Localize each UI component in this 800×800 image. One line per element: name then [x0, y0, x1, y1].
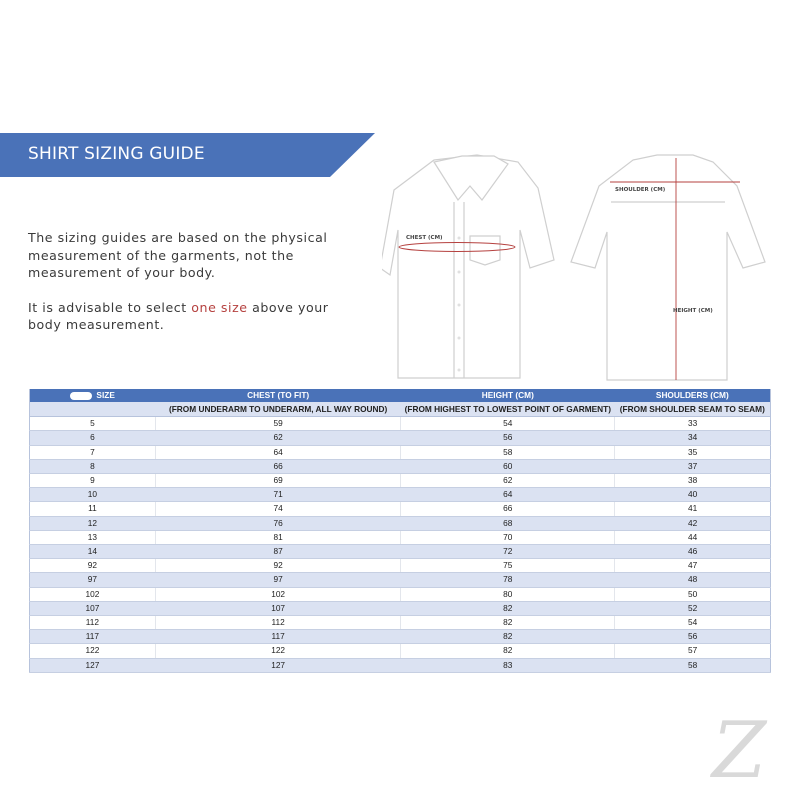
cell-chest: 71	[155, 488, 401, 502]
header-size	[30, 389, 156, 402]
size-table	[29, 389, 771, 673]
cell-height: 70	[401, 530, 615, 544]
cell-shoulders: 37	[615, 459, 771, 473]
cell-height: 64	[401, 488, 615, 502]
table-row	[30, 417, 771, 431]
shirt-front-diagram	[382, 150, 562, 382]
cell-chest: 127	[155, 658, 401, 672]
table-row	[30, 530, 771, 544]
cell-chest: 122	[155, 644, 401, 658]
subheader-size	[30, 402, 156, 417]
cell-height: 54	[401, 417, 615, 431]
subheader-height: (FROM HIGHEST TO LOWEST POINT OF GARMENT)	[401, 402, 615, 417]
cell-size: 14	[30, 545, 156, 559]
table-header-row	[30, 389, 771, 402]
cell-chest: 112	[155, 616, 401, 630]
cell-height: 56	[401, 431, 615, 445]
cell-chest: 117	[155, 630, 401, 644]
shirt-back-diagram	[565, 150, 790, 382]
cell-size: 8	[30, 459, 156, 473]
cell-size: 5	[30, 417, 156, 431]
header-shoulders: SHOULDERS (CM)	[615, 389, 771, 402]
cell-size: 11	[30, 502, 156, 516]
cell-size: 92	[30, 559, 156, 573]
cell-chest: 74	[155, 502, 401, 516]
cell-chest: 107	[155, 601, 401, 615]
cell-height: 68	[401, 516, 615, 530]
cell-shoulders: 47	[615, 559, 771, 573]
cell-shoulders: 46	[615, 545, 771, 559]
subheader-shoulders: (FROM SHOULDER SEAM TO SEAM)	[615, 402, 771, 417]
cell-chest: 87	[155, 545, 401, 559]
cell-size: 13	[30, 530, 156, 544]
cell-chest: 59	[155, 417, 401, 431]
table-row	[30, 573, 771, 587]
cell-height: 78	[401, 573, 615, 587]
cell-height: 80	[401, 587, 615, 601]
cell-shoulders: 48	[615, 573, 771, 587]
cell-shoulders: 38	[615, 474, 771, 488]
cell-size: 12	[30, 516, 156, 530]
cell-size: 102	[30, 587, 156, 601]
cell-size: 112	[30, 616, 156, 630]
cell-shoulders: 58	[615, 658, 771, 672]
cell-shoulders: 33	[615, 417, 771, 431]
cell-shoulders: 34	[615, 431, 771, 445]
brand-logo: Z	[712, 706, 767, 796]
cell-shoulders: 57	[615, 644, 771, 658]
cell-chest: 102	[155, 587, 401, 601]
height-label: HEIGHT (CM)	[673, 308, 713, 314]
highlight-one-size: one size	[191, 299, 248, 315]
intro-paragraph-1: The sizing guides are based on the physical measurement of the garments, not the measurement of your body.	[28, 230, 328, 281]
cell-size: 10	[30, 488, 156, 502]
table-row	[30, 630, 771, 644]
intro-text-before: It is advisable to select	[28, 299, 192, 315]
table-row	[30, 644, 771, 658]
cell-shoulders: 44	[615, 530, 771, 544]
table-row	[30, 502, 771, 516]
cell-chest: 97	[155, 573, 401, 587]
table-row	[30, 559, 771, 573]
cell-shoulders: 41	[615, 502, 771, 516]
header-size-label: SIZE	[96, 390, 115, 400]
cell-chest: 66	[155, 459, 401, 473]
cell-size: 127	[30, 658, 156, 672]
table-row	[30, 459, 771, 473]
cell-chest: 76	[155, 516, 401, 530]
header-height: HEIGHT (CM)	[401, 389, 615, 402]
intro-text	[28, 229, 340, 351]
cell-size: 117	[30, 630, 156, 644]
cell-height: 72	[401, 545, 615, 559]
intro-text-after: above your body measurement.	[28, 299, 329, 333]
cell-height: 58	[401, 445, 615, 459]
cell-size: 97	[30, 573, 156, 587]
redacted-blob	[70, 392, 92, 400]
cell-height: 82	[401, 644, 615, 658]
cell-height: 83	[401, 658, 615, 672]
subheader-chest: (FROM UNDERARM TO UNDERARM, ALL WAY ROUND)	[155, 402, 401, 417]
cell-size: 122	[30, 644, 156, 658]
cell-height: 82	[401, 601, 615, 615]
table-subheader-row	[30, 402, 771, 417]
cell-shoulders: 50	[615, 587, 771, 601]
cell-shoulders: 56	[615, 630, 771, 644]
table-row	[30, 445, 771, 459]
cell-shoulders: 35	[615, 445, 771, 459]
table-row	[30, 474, 771, 488]
page-title: SHIRT SIZING GUIDE	[28, 144, 205, 164]
cell-shoulders: 40	[615, 488, 771, 502]
cell-height: 60	[401, 459, 615, 473]
table-row	[30, 545, 771, 559]
cell-shoulders: 52	[615, 601, 771, 615]
table-row	[30, 616, 771, 630]
cell-height: 82	[401, 630, 615, 644]
cell-chest: 64	[155, 445, 401, 459]
cell-chest: 69	[155, 474, 401, 488]
table-row	[30, 431, 771, 445]
cell-size: 107	[30, 601, 156, 615]
cell-chest: 62	[155, 431, 401, 445]
table-row	[30, 601, 771, 615]
cell-chest: 81	[155, 530, 401, 544]
shoulder-label: SHOULDER (CM)	[615, 187, 666, 193]
cell-height: 75	[401, 559, 615, 573]
cell-height: 66	[401, 502, 615, 516]
cell-size: 7	[30, 445, 156, 459]
cell-height: 82	[401, 616, 615, 630]
cell-height: 62	[401, 474, 615, 488]
header-chest: CHEST (TO FIT)	[155, 389, 401, 402]
table-row	[30, 516, 771, 530]
intro-paragraph-2	[28, 299, 340, 334]
cell-shoulders: 42	[615, 516, 771, 530]
table-row	[30, 587, 771, 601]
table-row	[30, 488, 771, 502]
cell-chest: 92	[155, 559, 401, 573]
cell-shoulders: 54	[615, 616, 771, 630]
chest-label: CHEST (CM)	[406, 235, 443, 241]
cell-size: 9	[30, 474, 156, 488]
table-row	[30, 658, 771, 672]
cell-size: 6	[30, 431, 156, 445]
